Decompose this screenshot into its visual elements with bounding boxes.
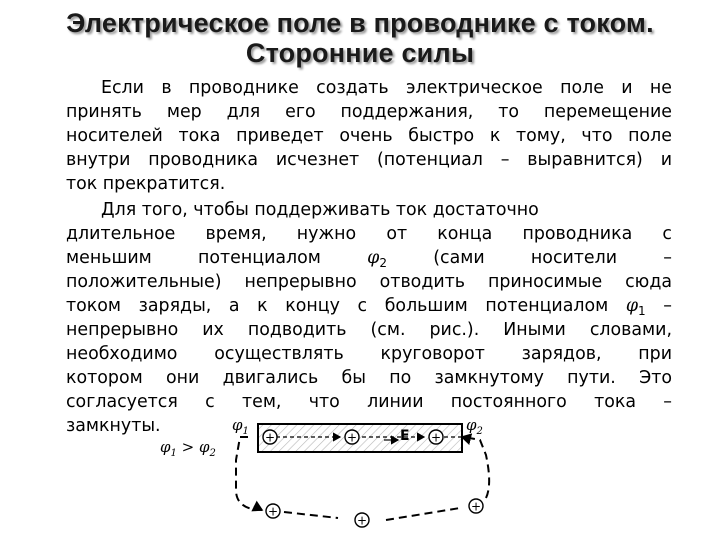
svg-text:+: + (346, 430, 358, 445)
text-line: согласуется с тем, что линии постоянного тока – (66, 392, 672, 412)
text-line: принять мер для его поддержания, то перемещение (66, 102, 672, 122)
potential-relation: $\varphi_1 > \varphi_2$ (160, 438, 216, 459)
text-line: длительное время, нужно от конца проводника с (66, 224, 672, 244)
charge-icon (355, 513, 369, 528)
text-line: током заряды, а к концу с большим потенциалом $\varphi_1$ – (66, 296, 672, 318)
text-line: меньшим потенциалом $\varphi_2$ (сами носители – (66, 248, 672, 270)
charge-icon (263, 430, 277, 445)
svg-text:+: + (267, 504, 279, 519)
text-line: замкнуты. (66, 416, 161, 436)
return-path-bottom (284, 512, 338, 518)
field-label: E (400, 428, 410, 444)
page-title: Электрическое поле в проводнике с током. (66, 8, 654, 38)
text-line: носителей тока приведет очень быстро к тому, что поле (66, 126, 672, 146)
text-line: котором они двигались бы по замкнутому пути. Это (66, 368, 672, 388)
phi2-label: $\varphi_2$ (466, 416, 483, 437)
text-line: необходимо осуществлять круговорот зарядов, при (66, 344, 672, 364)
text-line: внутри проводника исчезнет (потенциал – выравнится) и (66, 150, 672, 170)
return-arrow (462, 437, 466, 438)
svg-text:+: + (264, 430, 276, 445)
text-line: ток прекратится. (66, 174, 226, 194)
text-line: Если в проводнике создать электрическое поле и не (101, 78, 672, 98)
text-line: Для того, чтобы поддерживать ток достаточно (101, 200, 539, 220)
text-line: положительные) непрерывно отводить приносимые сюда (66, 272, 672, 292)
charge-icon (469, 499, 483, 514)
phi1-label: $\varphi_1$ (232, 416, 249, 437)
svg-text:+: + (356, 513, 368, 528)
return-path-right (464, 437, 489, 498)
text-line: непрерывно их подводить (см. рис.). Иными словами, (66, 320, 672, 340)
svg-text:+: + (470, 499, 482, 514)
charge-icon (345, 430, 359, 445)
svg-text:+: + (430, 430, 442, 445)
return-path-bottom (386, 508, 460, 520)
page-subtitle: Сторонние силы (245, 38, 475, 68)
charge-icon (266, 504, 280, 519)
charge-icon (429, 430, 443, 445)
